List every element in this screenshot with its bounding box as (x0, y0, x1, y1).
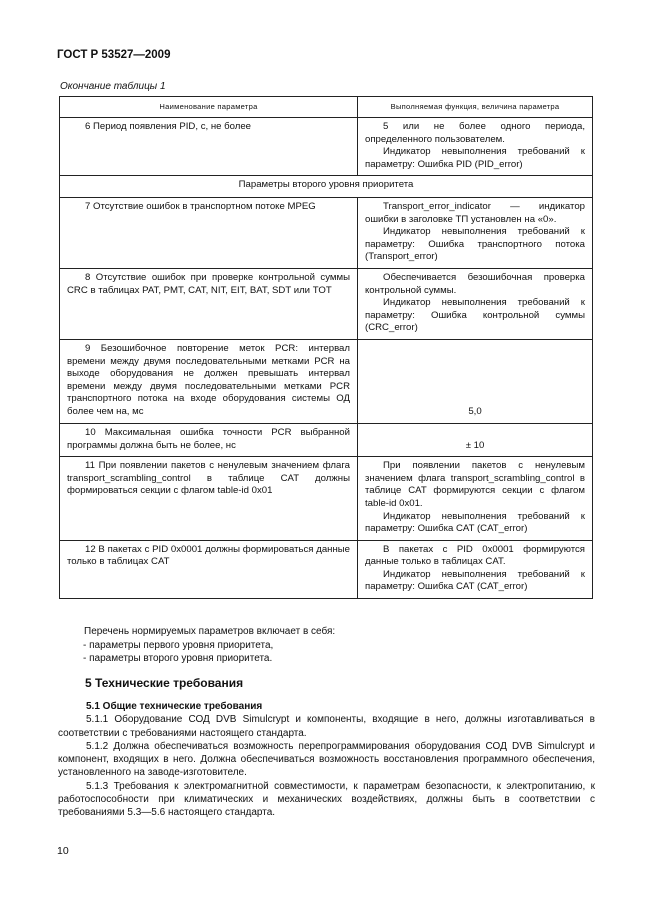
param-value: 5,0 (358, 339, 593, 423)
column-header-function: Выполняемая функция, величина параметра (358, 97, 593, 118)
func-text: В пакетах с PID 0x0001 формируются данные только в таблицах CAT. (365, 543, 585, 568)
section-body (58, 700, 595, 820)
paragraph: 5.1.3 Требования к электромагнитной совместимости, к параметрам безопасности, к электропитанию, к работоспособности при климатических и механических воздействиях, должны быть в соответствии с требованиями 5.3—5.6 настоящего стандарта. (58, 780, 595, 819)
table-section-row (60, 176, 593, 198)
paragraph: 5.1.2 Должна обеспечиваться возможность перепрограммирования оборудования СОД DVB Simulcrypt и компонент, входящих в него. Должна обеспечиваться возможность восстановления программного обеспечения, установленного на заводе-изготовителе. (58, 740, 595, 779)
param-name: 10 Максимальная ошибка точности PCR выбранной программы должна быть не более, нс (67, 426, 350, 451)
func-text: Индикатор невыполнения требований к параметру: Ошибка PID (PID_error) (365, 146, 585, 170)
param-name: 6 Период появления PID, с, не более (85, 121, 252, 132)
func-text: Transport_error_indicator — индикатор ошибки в заголовке ТП установлен на «0». (365, 200, 585, 225)
param-name: 9 Безошибочное повторение меток PCR: интервал времени между двумя последовательными метками PCR на выходе оборудования не должен превышать интервал времени между двумя последовательными метками PCR транспортного потока на входе оборудования системы ОД более чем на, мс (67, 342, 350, 417)
param-name: 8 Отсутствие ошибок при проверке контрольной суммы CRC в таблицах PAT, PMT, CAT, NIT, EIT, BAT, SDT или TOT (67, 271, 350, 296)
param-name: 12 В пакетах с PID 0x0001 должны формироваться данные только в таблицах CAT (67, 543, 350, 568)
func-text: При появлении пакетов с ненулевым значением флага transport_scrambling_control в таблице CAT формируются секции с флагом table-id 0x01. (365, 460, 585, 509)
table-row (60, 423, 593, 456)
func-text: Индикатор невыполнения требований к параметру: Ошибка транспортного потока (Transport_error) (365, 226, 585, 263)
table-row (60, 197, 593, 268)
list-item: - параметры второго уровня приоритета. (83, 653, 273, 665)
table-row (60, 268, 593, 339)
param-name: 11 При появлении пакетов с ненулевым значением флага transport_scrambling_control в таблице CAT должны формироваться секции с флагом table-id 0x01 (67, 460, 350, 497)
func-text: Обеспечивается безошибочная проверка контрольной суммы. (365, 271, 585, 296)
parameters-list (84, 625, 335, 666)
column-header-parameter: Наименование параметра (60, 97, 358, 118)
table-row (60, 339, 593, 423)
document-header: ГОСТ Р 53527—2009 (57, 49, 171, 61)
table-header-row (60, 97, 593, 118)
page-number: 10 (57, 845, 69, 857)
section-title: Параметры второго уровня приоритета (60, 176, 593, 198)
func-text: 5 или не более одного периода, определенного пользователем. (365, 121, 585, 145)
parameters-table (59, 96, 593, 599)
table-row (60, 457, 593, 541)
table-continuation-label: Окончание таблицы 1 (60, 81, 166, 92)
subsection-heading: 5.1 Общие технические требования (86, 701, 263, 712)
section-heading: 5 Технические требования (85, 676, 244, 690)
list-item: - параметры первого уровня приоритета, (83, 639, 274, 651)
table-row (60, 118, 593, 176)
paragraph: 5.1.1 Оборудование СОД DVB Simulcrypt и компоненты, входящие в него, должны изготавливаться в соответствии с требованиями настоящего стандарта. (58, 714, 595, 739)
list-intro: Перечень нормируемых параметров включает в себя: (84, 626, 336, 637)
func-text: Индикатор невыполнения требований к параметру: Ошибка CAT (CAT_error) (365, 510, 585, 535)
table-row (60, 540, 593, 598)
param-name: 7 Отсутствие ошибок в транспортном потоке MPEG (85, 200, 316, 212)
func-text: Индикатор невыполнения требований к параметру: Ошибка CAT (CAT_error) (365, 568, 585, 593)
param-value: ± 10 (358, 423, 593, 456)
func-text: Индикатор невыполнения требований к параметру: Ошибка контрольной суммы (CRC_error) (365, 297, 585, 334)
